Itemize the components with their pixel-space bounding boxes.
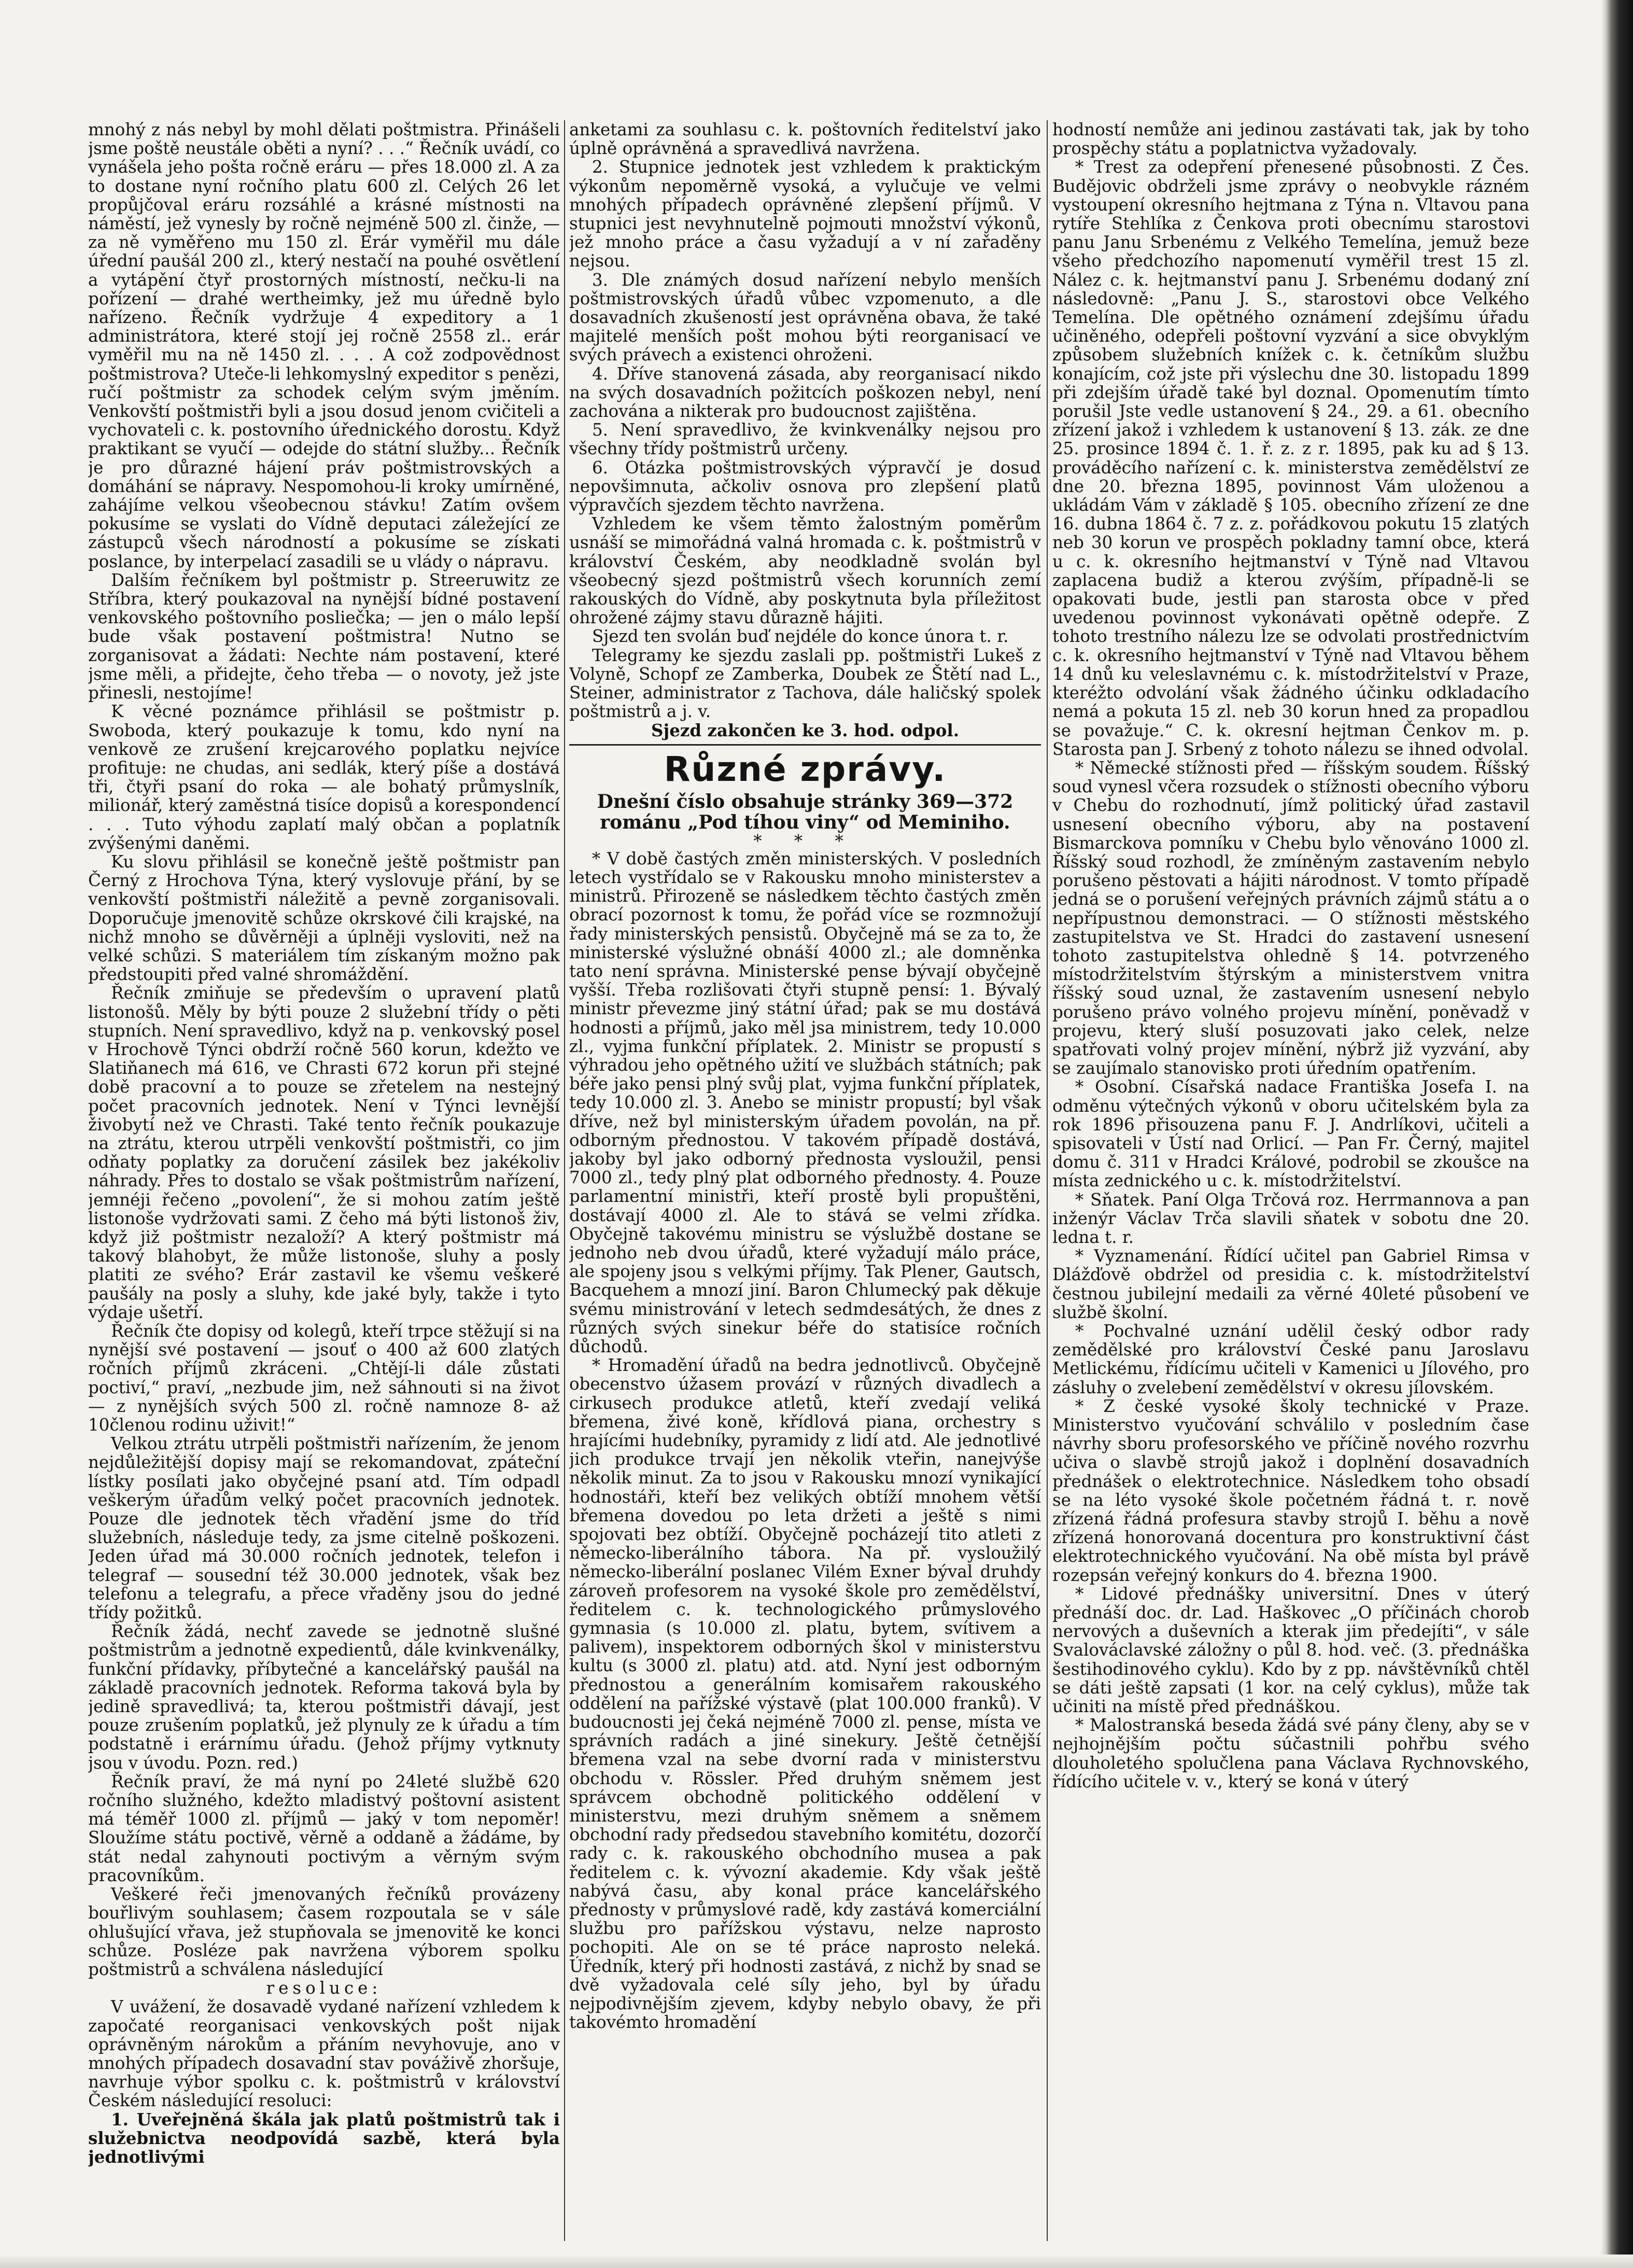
news-item: * Vyznamenání. Řídící učitel pan Gabriel Rimsa v Dlážďově obdržel od presidia c. k. místodržitelství čestnou jubilejní medaili za věrné 40leté působení ve službě školní. — [1052, 1246, 1529, 1322]
article-paragraph: 5. Není spravedlivo, že kvinkvenálky nejsou pro všechny třídy poštmistrů určeny. — [569, 420, 1041, 459]
article-paragraph: V uvážení, že dosavadě vydané nařízení vzhledem k započaté reorganisaci venkovských pošt nijak oprávněným nárokům a přáním nevyhovuje, ano v mnohých případech dosavadní stav pováživě zhoršuje, navrhuje výbor spolku c. k. poštmistrů v království Českém následující resoluci: — [88, 1997, 560, 2111]
article-paragraph: Velkou ztrátu utrpěli poštmistři nařízením, že jenom nejdůležitější dopisy mají se rekomandovat, zpáteční lístky posílati jako obyčejné psaní atd. Tím odpadl veškerým úřadům velký počet pracovních jednotek. Pouze dle jednotek těch vřadění jsme do tříd služebních, následuje tedy, za jsme citelně poškozeni. Jeden úřad má 30.000 ročních jednotek, telefon i telegraf — sousední též 30.000 jednotek, však bez telefonu a telegrafu, a přece vřaděny jsou do jedné třídy požitků. — [88, 1434, 560, 1623]
article-paragraph: Řečník čte dopisy od kolegů, kteří trpce stěžují si na nynější své postavení — jsouť o 400 až 600 zlatých ročních příjmů zkráceni. „Chtějí-li dále zůstati poctiví,“ praví, „nezbude jim, než sáhnouti si na život — z nynějších svých 500 zl. ročně namnoze 8- až 10členou rodinu uživit!“ — [88, 1321, 560, 1435]
article-paragraph: 2. Stupnice jednotek jest vzhledem k praktickým výkonům nepoměrně vysoká, a vylučuje ve velmi mnohých případech oprávněné zlepšení příjmů. V stupnici jest nevyhnutelně pojmouti množství výkonů, jež mnoho práce a času vyžadují a v ní zařaděny nejsou. — [569, 157, 1041, 271]
news-item: * Osobní. Císařská nadace Františka Josefa I. na odměnu výtečných výkonů v oboru učitelském byla za rok 1896 přisouzena panu F. J. Andrlíkovi, učiteli a spisovateli v Ústí nad Orlicí. — Pan Fr. Černý, majitel domu č. 311 v Hradci Králové, podrobil se zkoušce na místa zednického u c. k. místodržitelství. — [1052, 1077, 1529, 1191]
column-rule-1 — [564, 120, 565, 2241]
article-paragraph: Ku slovu přihlásil se konečně ještě poštmistr pan Černý z Hrochova Týna, který vyslovuje přání, by se venkovští poštmistři náležitě a pevně zorganisovali. Doporučuje jmenovitě schůze okrskové čili krajské, na nichž mnoho se důvěrněji a úplněji vysloviti, než na velké schůzi. S materiálem tím získaným možno pak předstoupiti před valné shromáždění. — [88, 851, 560, 985]
article-paragraph: 1. Uveřejněná škála jak platů poštmistrů tak i služebnictva neodpovídá sazbě, která byla jednotlivými — [88, 2109, 560, 2167]
news-item: * Hromadění úřadů na bedra jednotlivců. Obyčejně obecenstvo úžasem provází v různých divadlech a cirkusech produkce atletů, kteří zvedají veliká břemena, živé koně, křídlová piana, orchestry s hrajícími hudebníky, pyramidy z lidí atd. Ale jednotlivé jich produkce trvají jen několik vteřin, nanejvýše několik minut. Za to jsou v Rakousku mnozí vynikající hodnostáři, kteří bez velikých obtíží mnohem větší břemena dovedou po leta držeti a ještě s nimi spojovati bez obtíží. Obyčejně pocházejí tito atleti z německo-liberálního tábora. Na př. vysloužilý německo-liberální poslanec Vilém Exner býval druhdy zároveň profesorem na vysoké škole pro zemědělství, ředitelem c. k. technologického průmyslového gymnasia (s 10.000 zl. platu, bytem, svítivem a palivem), inspektorem odborných škol v ministerstvu kultu (s 3000 zl. platu) atd. atd. Nyní jest odborným přednostou a generálním komisařem rakouského oddělení na pařížské výstavě (plat 100.000 franků). V budoucnosti jej čeká nejméně 7000 zl. pense, místa ve správních radách a jiné sinekury. Ještě četnější břemena vzal na sebe dvorní rada v ministerstvu obchodu v. Rössler. Před druhým sněmem jest správcem obchodně politického oddělení v ministerstvu, mezi druhým sněmem a sněmem obchodní rady předsedou stavebního komitétu, dozorčí rady c. k. rakouského obchodního musea a pak ředitelem c. k. vývozní akademie. Kdy však ještě nabývá času, aby konal práce kancelářského přednosty v průmyslové radě, kdy zastává komerciální službu pro pařížskou výstavu, nelze naprosto pochopiti. Ale on se té práce naprosto neleká. Úředník, který při hodnosti zastává, z nichž by snad se dvě vyžadovala celé síly jeho, byl by úřadu nejpodivnějším zjevem, kdyby nebylo obavy, že při takovémto hromadění — [569, 1355, 1041, 2033]
supplement-notice: Dnešní číslo obsahuje stránky 369—372 románu „Pod tíhou viny“ od Meminiho. — [597, 790, 1013, 833]
article-paragraph: 6. Otázka poštmistrovských výpravčí je dosud nepovšimnuta, ačkoliv osnova pro zlepšení platů výpravčích sjezdem těchto navržena. — [569, 457, 1041, 515]
article-paragraph: 4. Dříve stanovená zásada, aby reorganisací nikdo na svých dosavadních požitcích poškozen nebyl, není zachována a nikterak pro budoucnost zajištěna. — [569, 363, 1041, 422]
article-paragraph: 3. Dle známých dosud nařízení nebylo menších poštmistrovských úřadů vůbec vzpomenuto, a dle dosavadních zkušeností jest oprávněna obava, že také majitelé menších pošt mohou býti reorganisací ve svých právech a existenci ohroženi. — [569, 270, 1041, 365]
page-bottom-edge — [0, 2255, 1633, 2268]
column-1 — [88, 120, 560, 2251]
article-paragraph: Veškeré řeči jmenovaných řečníků provázeny bouřlivým souhlasem; časem rozpoutala se v sále ohlušující vřava, jež stupňovala se jmenovitě ke konci schůze. Posléze pak navržena výborem spolku poštmistrů a schválena následující — [88, 1884, 560, 1979]
news-item: * V době častých změn ministerských. V posledních letech vystřídalo se v Rakousku mnoho ministerstev a ministrů. Přirozeně se následkem těchto častých změn obrací pozornost k tomu, že pořád více se rozmnožují řady ministerských pensistů. Obyčejně má se za to, že ministerské výslužné obnáší 4000 zl.; ale domněnka tato není správna. Ministerské pense bývají obyčejně vyšší. Třeba rozlišovati čtyři stupně pensí: 1. Bývalý ministr převezme jiný státní úřad; pak se mu dostává hodnosti a příjmů, jako měl jsa ministrem, tedy 10.000 zl., vyjma funkční příplatek. 2. Ministr se propustí s výhradou jeho opětného užití ve službách státních; pak béře jako pensi plný svůj plat, vyjma funkční příplatek, tedy 10.000 zl. 3. Anebo se ministr propustí; byl však dříve, než byl ministerským úřadem povolán, na př. odborným přednostou. V takovém případě dostává, jakoby byl jako odborný přednosta vysloužil, pensi 7000 zl., tedy plný plat odborného přednosty. 4. Pouze parlamentní ministři, kteří prostě byli propuštěni, dostávají 4000 zl. Ale to stává se velmi zřídka. Obyčejně takovému ministru se výslužbě dostane se jednoho neb dvou úřadů, které vyžadují málo práce, ale spojeny jsou s velkými příjmy. Tak Plener, Gautsch, Bacquehem a mnozí jiní. Baron Chlumecký pak děkuje svému ministrování v letech sedmdesátých, že dnes z různých svých sinekur béře do statisíce ročních důchodů. — [569, 848, 1041, 1356]
news-item: * Německé stížnosti před — říšským soudem. Říšský soud vynesl včera rozsudek o stížnosti obecního výboru v Chebu do rozhodnutí, jímž politický úřad zastavil usnesení obecního výboru, aby na postavení Bismarckova pomníku v Chebu bylo věnováno 1000 zl. Říšský soud rozhodl, že zmíněným zastavením nebylo porušeno pěstovati a hájiti národnost. V tomto případě jedná se o porušení veřejných právních zájmů státu a o nepřípustnou demonstraci. — O stížnosti městského zastupitelstva ve St. Hradci do zastavení usnesení tohoto zastupitelstva ohledně § 14. potvrzeného místodržitelstvím štýrským a ministerstvem vnitra říšský soud uznal, že zastavením usnesení nebylo porušeno právo volného projevu mínění, poněvadž v projevu, který sluší posuzovati jako celek, nelze spatřovati volný projev mínění, nýbrž již vyzvání, aby se zaujímalo stanovisko proti úředním opatřením. — [1052, 758, 1529, 1079]
article-paragraph: Sjezd ten svolán buď nejdéle do konce února t. r. — [592, 626, 1009, 647]
section-title: Různé zprávy. — [569, 744, 1041, 791]
article-paragraph: Řečník zmiňuje se především o upravení platů listonošů. Měly by býti pouze 2 služební třídy o pěti stupních. Není spravedlivo, když na p. venkovský posel v Hrochově Týnci obdrží ročně 560 korun, kdežto ve Slatiňanech má 616, ve Chrasti 672 korun při stejné době pracovní a to pouze se zřetelem na nestejný počet pracovních jednotek. Není v Týnci levnější živobytí než ve Chrasti. Také tento řečník poukazuje na ztrátu, kterou utrpěli venkovští poštmistři, co jim odňaty poplatky za doručení zásilek bez jakékoliv náhrady. Přes to dostalo se však poštmistrům nařízení, jemnéji řečeno „povolení“, že si mohou zatím ještě listonoše vydržovati sami. Z čeho má býti listonoš živ, když již poštmistr nezaloží? A který poštmistr má takový blahobyt, že může listonoše, sluhy a posly platiti ze svého? Erár zastavil ke všemu veškeré paušály na posly a sluhy, kde jaké byly, takže i tyto výdaje ušetří. — [88, 983, 560, 1322]
separator-stars: * * * — [753, 831, 857, 851]
article-paragraph: Vzhledem ke všem těmto žalostným poměrům usnáší se mimořádná valná hromada c. k. poštmistrů v království Českém, aby neodkladně svolán byl všeobecný sjezd poštmistrů všech korunních zemí rakouských do Vídně, aby poskytnuta byla příležitost ohrožené zájmy stavu důrazně hájiti. — [569, 514, 1041, 628]
article-paragraph: Řečník žádá, nechť zavede se jednotně slušné poštmistrům a jednotně expedientů, dále kvinkvenálky, funkční přídavky, příbytečné a kancelářský paušál na základě pracovních jednotek. Reforma taková byla by jedině spravedlivá; ta, kterou poštmistři dávají, jest pouze zrušením poplatků, jež plynuly ze k úřadu a tím podstatně i erárnímu úřadu. (Jehož příjmy vytknuty jsou v úvodu. Pozn. red.) — [88, 1621, 560, 1773]
resolution-heading: resoluce: — [266, 1978, 382, 1998]
news-item: * Lidové přednášky universitní. Dnes v úterý přednáší doc. dr. Lad. Haškovec „O příčinách chorob nervových a duševních a kterak jim předejíti“, v sále Svalováclavské záložny o půl 8. hod. več. (3. přednáška šestihodinového cyklu). Kdo by z pp. návštěvníků chtěl se dáti ještě zapsati (1 kor. na celý cyklus), může tak učiniti na místě před přednáškou. — [1052, 1584, 1529, 1717]
news-item: * Sňatek. Paní Olga Trčová roz. Herrmannova a pan inženýr Václav Trča slavili sňatek v sobotu dne 20. ledna t. r. — [1052, 1189, 1529, 1247]
meeting-closed-line: Sjezd zakončen ke 3. hod. odpol. — [651, 720, 960, 740]
article-paragraph: mnohý z nás nebyl by mohl dělati poštmistra. Přinášeli jsme poště neustále oběti a nyní? . . .“ Řečník uvádí, co vynášela jeho pošta ročně eráru — přes 18.000 zl. A za to dostane nyní ročního platu 600 zl. Celých 26 let propůjčoval eráru rozsáhlé a krásné místnosti na náměstí, jež vynesly by ročně nejméně 500 zl. činže, — za ně vyměřeno mu 150 zl. Erár vyměřil mu dále úřední paušál 200 zl., který nestačí na pouhé osvětlení a vytápění čtyř prostorných místností, nečku-li na pořízení — drahé wertheimky, jež mu úředně bylo nařízeno. Řečník vydržuje 4 expeditory a 1 administrátora, které stojí jej ročně 2558 zl.. erár vyměřil mu na ně 1450 zl. . . . A což zodpovědnost poštmistrova? Uteče-li lehkomyslný expeditor s penězi, ručí poštmistr za schodek celým svým jměním. Venkovští poštmistři byli a jsou dosud jenom cvičiteli a vychovateli c. k. postovního úřednického dorostu. Když praktikant se vyučí — odejde do státní služby... Řečník je pro důrazné hájení práv poštmistrovských a domáhání se nápravy. Nespomohou-li kroky umírněné, zahájíme velkou všeobecnou stávku! Zatím ovšem pokusíme se vyslati do Vídně deputaci záležející ze zástupců všech národností a pokusíme se získati poslance, by interpelací zasadili se u vlády o nápravu. — [88, 120, 560, 571]
column-2 — [569, 120, 1041, 2251]
article-paragraph: Dalším řečníkem byl poštmistr p. Streeruwitz ze Stříbra, který poukazoval na nynější bídné postavení venkovského poštovního posliečka; — jen o málo lepší bude však postavení poštmistra! Nutno se zorganisovat a žádati: Nechte nám postavení, které jsme měli, a přidejte, čeho třeba — o novoty, jež jste přinesli, nestojíme! — [88, 570, 560, 703]
column-3 — [1052, 120, 1529, 2251]
column-rule-2 — [1047, 120, 1048, 2241]
article-paragraph: Řečník praví, že má nyní po 24leté službě 620 ročního služného, kdežto mladistvý poštovní asistent má téměř 1000 zl. příjmů — jaký v tom nepoměr! Sloužíme státu poctivě, věrně a oddaně a žádáme, by stát nedal zahynouti poctivým a věrným svým pracovníkům. — [88, 1771, 560, 1885]
news-item: * Z české vysoké školy technické v Praze. Ministerstvo vyučování schválilo v posledním čase návrhy sboru profesorského ve příčině nového rozvrhu učiva o slavbě strojů jakož i doplnění dosavadních přednášek o elektrotechnice. Následkem toho obsadí se na léto vysoké škole početném řádná t. r. nově zřízená řádná profesura stavby strojů I. běhu a nově zřízená honorovaná docentura pro konstruktivní část elektrotechnického vyučování. Na obě místa byl právě rozepsán veřejný konkurs do 4. března 1900. — [1052, 1396, 1529, 1585]
news-item: * Pochvalné uznání udělil český odbor rady zemědělské pro království České panu Jaroslavu Metlickému, řídícímu učiteli v Kamenici u Jílového, pro zásluhy o zvelebení zemědělství v okresu jílovském. — [1052, 1321, 1529, 1397]
article-paragraph: K věcné poznámce přihlásil se poštmistr p. Swoboda, který poukazuje k tomu, kdo nyní na venkově ze zrušení krejcarového poplatku nejvíce profituje: ne chudas, ani sedlák, který píše a dostává tři, čtyři psaní do roka — ale bohatý průmyslník, milionář, který zaměstná tisíce dopisů a korespondencí . . . Tuto výhodu zaplatí malý občan a poplatník zvýšenými daněmi. — [88, 702, 560, 853]
news-item: * Trest za odepření přenesené působnosti. Z Čes. Budějovic obdrželi jsme zprávy o neobvykle rázném vystoupení okresního hejtmana z Týna n. Vltavou pana rytíře Stehlíka z Čenkova proti obecnímu starostovi panu Janu Srbenému z Velkého Temelína, jemuž beze všeho předchozího napomenutí vyměřil trest 15 zl. Nález c. k. hejtmanství panu J. Srbenému dodaný zní následovně: „Panu J. S., starostovi obce Velkého Temelína. Dle opětného oznámení zdejšímu úřadu učiněného, odepřeli poštovní vyzvání a sice obvyklým způsobem služebních knížek c. k. četníkům službu konajícím, což jste při výslechu dne 30. listopadu 1899 při zdejším úřadě také byl doznal. Opomenutím tímto porušil Jste vedle ustanovení § 24., 29. a 61. obecního zřízení jakož i vzhledem k ustanovení § 13. zák. ze dne 25. prosince 1894 č. 1. ř. z. z r. 1895, pak ku ad § 13. prováděcího nařízení c. k. ministerstva zemědělství ze dne 20. března 1895, povinnost Vám uloženou a ukládám Vám v základě § 105. obecního zřízení ze dne 16. dubna 1864 č. 7 z. z. pořádkovou pokutu 15 zlatých neb 30 korun ve prospěch pokladny tamní obce, která u c. k. okresního hejtmanství v Týně nad Vltavou zaplacena budiž a kterou zvýším, případně-li se opakovati bude, jestli pan starosta obce v před uvedenou povinnost vykonávati opětně odepře. Z tohoto trestního nálezu lze se odvolati prostřednictvím c. k. okresního hejtmanství v Týně nad Vltavou během 14 dnů ku veleslavnému c. k. místodržitelství v Praze, kteréžto odvolání však žádného účinku odkladacího nemá a pokuta 15 zl. neb 30 korun hned za propadlou se považuje.“ C. k. okresní hejtman Čenkov m. p. Starosta pan J. Srbený z tohoto nálezu se ihned odvolal. — [1052, 157, 1529, 759]
article-paragraph: anketami za souhlasu c. k. poštovních ředitelství jako úplně oprávněná a spravedlivá navržena. — [569, 120, 1041, 159]
news-item: * Malostranská beseda žádá své pány členy, aby se v nejhojnějším počtu súčastnili pohřbu svého dlouholetého spolučlena pana Václava Rychnovského, řídícího učitele v. v., který se koná v úterý — [1052, 1715, 1529, 1791]
article-paragraph: Telegramy ke sjezdu zaslali pp. poštmistři Lukeš z Volyně, Schopf ze Zamberka, Doubek ze Štětí nad L., Steiner, administrator z Tachova, dále haličský spolek poštmistrů a j. v. — [569, 645, 1041, 722]
article-paragraph: hodností nemůže ani jedinou zastávati tak, jak by toho prospěchy státu a poplatnictva vyžadovaly. — [1052, 120, 1529, 159]
page-edge-shadow — [1601, 0, 1633, 2268]
